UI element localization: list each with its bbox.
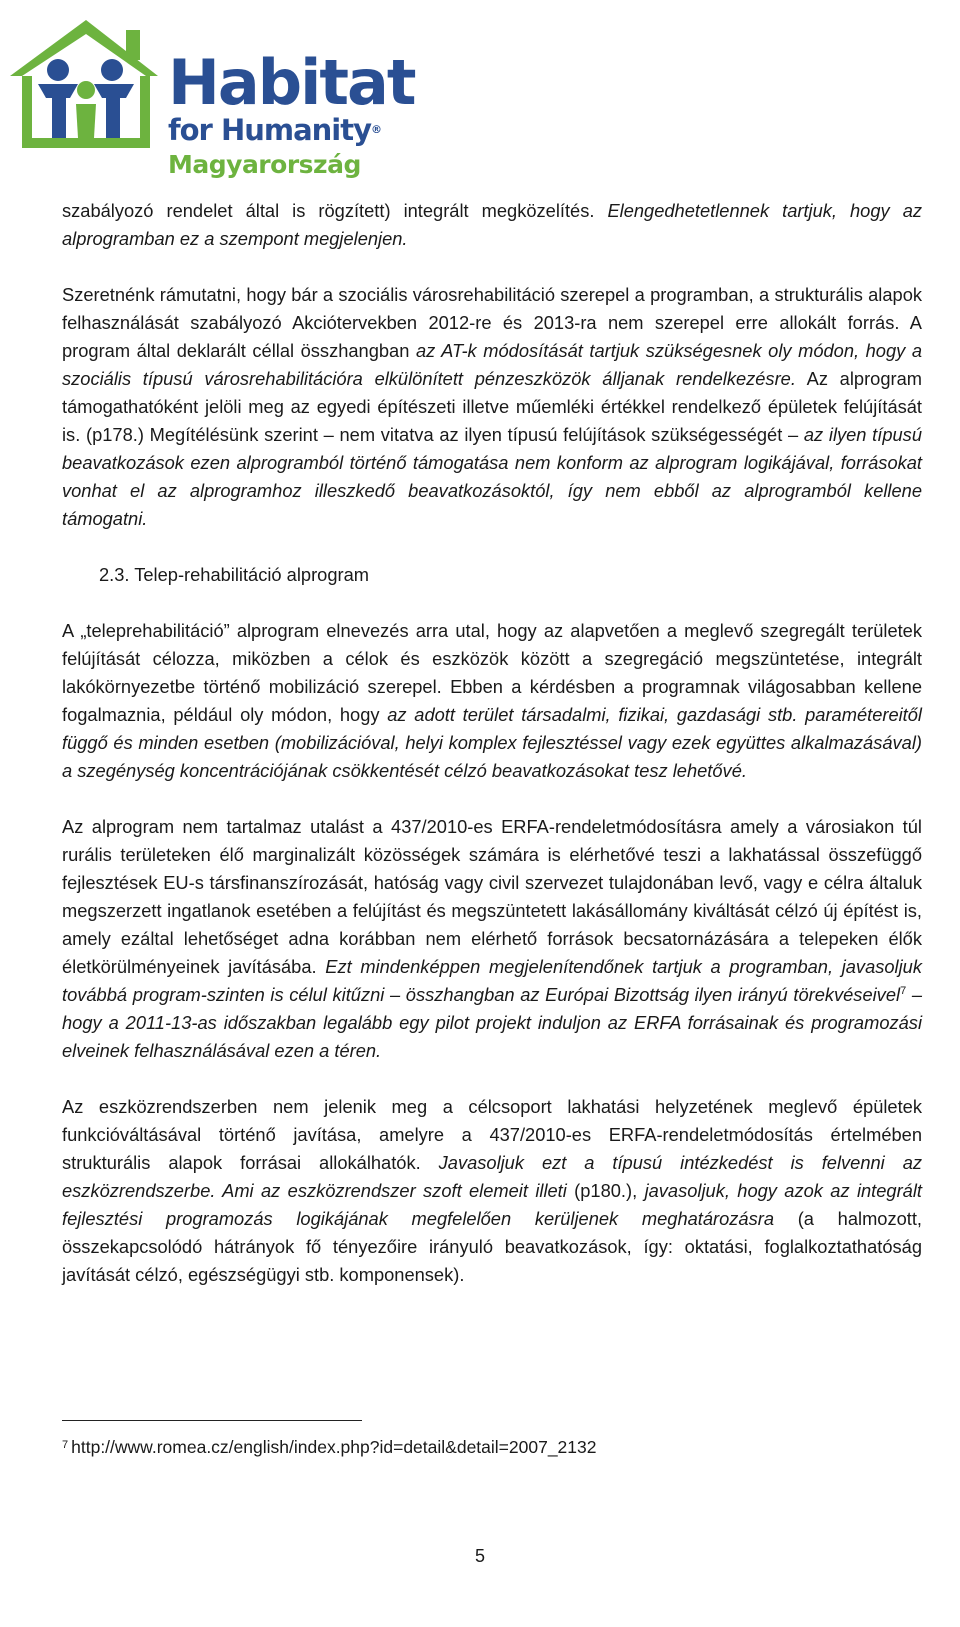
paragraph-3 [62,617,922,785]
footnote [62,1434,596,1460]
document-body [62,197,922,1317]
p2-italic-b: az AT-k módosítását tartjuk szükségesnek oly módon, hogy a szociális típusú városrehabilitációra elkülönített pénzeszközök álljanak rendelkezésre. [62,340,922,389]
footnote-divider [62,1420,362,1421]
paragraph-5 [62,1093,922,1289]
p2-text-a: Szeretnénk rámutatni, hogy bár a szociális városrehabilitáció szerepel a programban, a strukturális alapok felhasználását szabályozó Akciótervekben 2012-re és 2013-ra nem szerepel erre allokált forrás. A program által deklarált céllal összhangban [62,284,922,361]
p4-italic-c: – hogy a 2011-13-as időszakban legalább egy pilot projekt induljon az ERFA forrásainak és programozási elveinek felhasználásával ezen a téren. [62,984,923,1061]
footnote-number: 7 [62,1439,69,1451]
p1-text: szabályozó rendelet által is rögzített) integrált megközelítés. [62,200,608,221]
logo-sub-text [168,114,414,146]
p2-italic-d: az ilyen típusú beavatkozások ezen alprogramból történő támogatása nem konform az alprogram logikájával, forrásokat vonhat el az alprogramhoz illeszkedő beavatkozásoktól, így nem ebből az alprogramból kellene támogatni. [62,424,922,529]
habitat-logo [8,14,415,179]
p5-text-a: Az eszközrendszerben nem jelenik meg a célcsoport lakhatási helyzetének meglevő épületek funkcióváltásával történő javítása, amelyre a 437/2010-es ERFA-rendeletmódosítás értelmében strukturális alapok forrásai allokálhatók. [62,1096,922,1173]
section-heading: 2.3. Telep-rehabilitáció alprogram [99,564,369,585]
p5-text-c: (p180.), [566,1180,645,1201]
paragraph-2 [62,281,922,533]
registered-mark: ® [371,123,381,136]
p4-text-a: Az alprogram nem tartalmaz utalást a 437/2010-es ERFA-rendeletmódosításra amely a városiakon túl rurális területeken élő marginalizált közösségek számára is elérhetővé teszi a lakhatással összefüggő fejlesztések EU-s társfinanszírozását, hatóság vagy civil szervezet tulajdonában levő, vagy e célra általuk megszerzett ingatlanok esetében a felújítást és megszüntetett lakásállomány kiváltását célzó új építést is, amely ezáltal lehetőséget adna korábban nem elérhető források becsatornázására a telepeken élők életkörülményeinek javításába. [62,816,922,977]
p5-italic-b: Javasoljuk ezt a típusú intézkedést is felvenni az eszközrendszerbe. Ami az eszközrendszer szoft elemeit illeti [62,1152,922,1201]
logo-wordmark [168,46,415,180]
footnote-link[interactable]: http://www.romea.cz/english/index.php?id=detail&detail=2007_2132 [71,1437,597,1457]
p4-italic-b: Ezt mindenképpen megjelenítendőnek tartjuk a programban, javasoljuk továbbá program-szinten is célul kitűzni – összhangban az Európai Bizottság ilyen irányú törekvéseivel [62,956,922,1005]
house-people-logo-icon [8,14,168,174]
logo-country-text: Magyarország [168,150,361,179]
p5-italic-d: javasoljuk, hogy azok az integrált fejlesztési programozás logikájának megfelelően kerüljenek meghatározásra [62,1180,922,1229]
p3-italic-b: az adott terület társadalmi, fizikai, gazdasági stb. paramétereitől függő és minden esetben (mobilizációval, helyi komplex fejlesztéssel vagy ezek együttes alkalmazásával) a szegénység koncentrációjának csökkentését célzó beavatkozásokat tesz lehetővé. [62,704,922,781]
paragraph-1 [62,197,922,253]
footnote-reference[interactable]: 7 [900,984,907,997]
p2-text-c: Az alprogram támogathatóként jelöli meg az egyedi építészeti illetve műemléki értékkel rendelkező épületek felújítását is. (p178.) Megítélésünk szerint – nem vitatva az ilyen típusú felújítások szükségességét – [62,368,922,445]
paragraph-4 [62,813,922,1065]
logo-main-text: Habitat [168,46,415,119]
p1-italic-text: Elengedhetetlennek tartjuk, hogy az alprogramban ez a szempont megjelenjen. [62,200,923,249]
logo-sub-label: for Humanity [168,113,371,147]
page-number: 5 [474,1546,486,1566]
p5-text-e: (a halmozott, összekapcsolódó hátrányok fő tényezőire irányuló beavatkozások, így: oktatási, foglalkoztathatóság javítását célzó, egészségügyi stb. komponensek). [62,1208,923,1285]
p3-text-a: A „teleprehabilitáció” alprogram elnevezés arra utal, hogy az alapvetően a meglevő szegregált területek felújítását célozza, miközben a célok és eszközök között a szegregáció megszüntetése, integrált lakókörnyezetbe történő mobilizáció szerepel. Ebben a kérdésben a programnak világosabban kellene fogalmaznia, például oly módon, hogy [62,620,922,725]
